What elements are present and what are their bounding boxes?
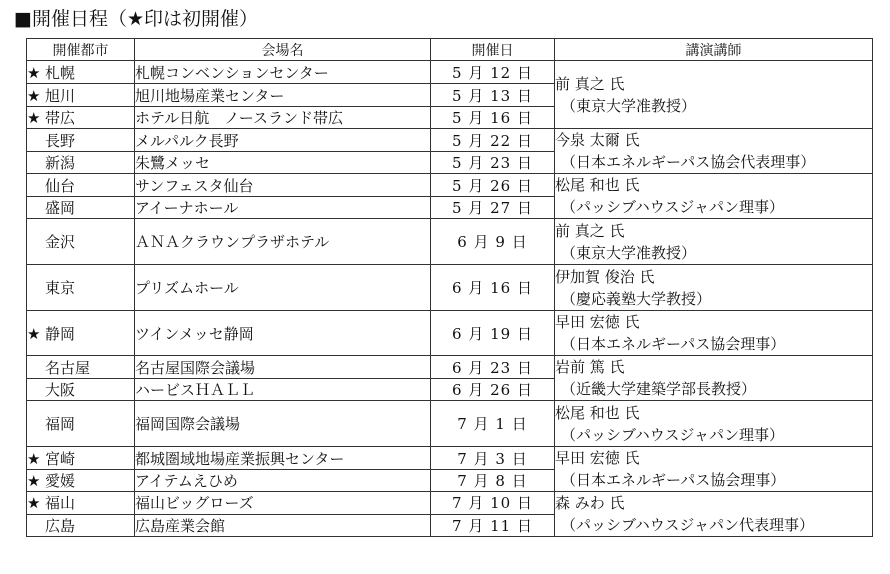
lecturer-name: 今泉 太爾 氏 <box>555 131 640 149</box>
city-name: 新潟 <box>45 154 76 172</box>
lecturer-cell <box>555 219 873 265</box>
city-name: 大阪 <box>45 381 76 399</box>
city-name: 東京 <box>45 279 76 297</box>
lecturer-name: 松尾 和也 氏 <box>555 403 640 422</box>
city-name: 旭川 <box>45 86 76 105</box>
city-cell <box>27 379 135 401</box>
table-row <box>27 129 873 152</box>
city-name: 金沢 <box>45 233 76 251</box>
city-name: 名古屋 <box>45 358 91 377</box>
city-name: 帯広 <box>45 109 76 127</box>
venue-cell: 朱鷺メッセ <box>135 152 431 174</box>
schedule-table <box>26 38 873 537</box>
venue-cell: ＡＮＡクラウンプラザホテル <box>135 219 431 265</box>
header-row <box>27 39 873 61</box>
table-row <box>27 174 873 197</box>
city-name: 愛媛 <box>45 472 76 490</box>
venue-cell: 札幌コンベンションセンター <box>135 61 431 84</box>
venue-cell: ハービスＨＡＬＬ <box>135 379 431 401</box>
city-cell <box>27 129 135 152</box>
lecturer-name: 前 真之 氏 <box>555 74 625 93</box>
lecturer-name: 早田 宏徳 氏 <box>555 313 640 331</box>
table-row <box>27 219 873 265</box>
lecturer-affiliation: （近畿大学建築学部長教授） <box>561 380 757 398</box>
city-cell <box>27 197 135 219</box>
lecturer-affiliation: （慶応義塾大学教授） <box>561 289 712 308</box>
city-cell: ★ 宮崎 <box>27 447 135 470</box>
table-row <box>27 447 873 470</box>
lecturer-affiliation: （パッシブハウスジャパン理事） <box>561 425 785 444</box>
header-lecturer: 講演講師 <box>555 39 873 61</box>
table-row <box>27 401 873 447</box>
date-cell: 7 月 10 日 <box>431 492 555 515</box>
city-name: 盛岡 <box>45 199 76 217</box>
city-cell <box>27 514 135 537</box>
city-cell: ★ 静岡 <box>27 311 135 356</box>
date-cell: 7 月 1 日 <box>431 401 555 447</box>
date-cell: 7 月 8 日 <box>431 470 555 492</box>
date-cell: 5 月 12 日 <box>431 61 555 84</box>
venue-cell: アイーナホール <box>135 197 431 219</box>
city-cell <box>27 219 135 265</box>
venue-cell: 広島産業会館 <box>135 514 431 537</box>
lecturer-affiliation: （日本エネルギーパス協会理事） <box>561 335 786 353</box>
date-cell: 5 月 16 日 <box>431 107 555 129</box>
lecturer-cell <box>555 174 873 219</box>
lecturer-name: 前 真之 氏 <box>555 221 625 240</box>
lecturer-cell <box>555 356 873 401</box>
city-name: 札幌 <box>45 63 76 82</box>
venue-cell: ホテル日航 ノースランド帯広 <box>135 107 431 129</box>
lecturer-name: 早田 宏徳 氏 <box>555 449 640 467</box>
table-row <box>27 311 873 356</box>
lecturer-affiliation: （パッシブハウスジャパン代表理事） <box>561 516 815 534</box>
lecturer-cell <box>555 61 873 129</box>
date-cell: 6 月 9 日 <box>431 219 555 265</box>
venue-cell: 福山ビッグローズ <box>135 492 431 515</box>
lecturer-affiliation: （東京大学准教授） <box>561 96 697 115</box>
city-cell <box>27 174 135 197</box>
lecturer-name: 松尾 和也 氏 <box>555 176 640 194</box>
city-name: 福山 <box>45 494 76 513</box>
venue-cell: メルパルク長野 <box>135 129 431 152</box>
date-cell: 6 月 19 日 <box>431 311 555 356</box>
date-cell: 6 月 16 日 <box>431 265 555 311</box>
city-cell: ★ 札幌 <box>27 61 135 84</box>
city-name: 宮崎 <box>45 449 76 468</box>
date-cell: 7 月 11 日 <box>431 514 555 537</box>
venue-cell: 旭川地場産業センター <box>135 84 431 107</box>
date-cell: 5 月 23 日 <box>431 152 555 174</box>
date-cell: 6 月 26 日 <box>431 379 555 401</box>
header-date: 開催日 <box>431 39 555 61</box>
table-row <box>27 265 873 311</box>
city-name: 福岡 <box>45 415 76 433</box>
city-cell <box>27 265 135 311</box>
date-cell: 5 月 13 日 <box>431 84 555 107</box>
city-cell <box>27 152 135 174</box>
date-cell: 7 月 3 日 <box>431 447 555 470</box>
schedule-title: ■開催日程（★印は初開催） <box>14 8 258 30</box>
lecturer-name: 岩前 篤 氏 <box>555 358 625 376</box>
venue-cell: 福岡国際会議場 <box>135 401 431 447</box>
lecturer-cell <box>555 311 873 356</box>
lecturer-affiliation: （パッシブハウスジャパン理事） <box>561 198 785 216</box>
lecturer-name: 伊加賀 俊治 氏 <box>555 267 655 286</box>
city-name: 静岡 <box>45 324 76 343</box>
city-name: 長野 <box>45 131 76 150</box>
date-cell: 5 月 26 日 <box>431 174 555 197</box>
lecturer-affiliation: （日本エネルギーパス協会理事） <box>561 471 786 489</box>
lecturer-cell <box>555 401 873 447</box>
city-cell <box>27 401 135 447</box>
city-cell: ★ 福山 <box>27 492 135 515</box>
city-cell: ★ 帯広 <box>27 107 135 129</box>
table-row <box>27 492 873 515</box>
header-venue: 会場名 <box>135 39 431 61</box>
date-cell: 5 月 27 日 <box>431 197 555 219</box>
venue-cell: 名古屋国際会議場 <box>135 356 431 379</box>
date-cell: 5 月 22 日 <box>431 129 555 152</box>
lecturer-cell <box>555 447 873 492</box>
table-row <box>27 61 873 84</box>
lecturer-affiliation: （日本エネルギーパス協会代表理事） <box>561 153 816 171</box>
city-name: 仙台 <box>45 176 76 195</box>
table-row <box>27 356 873 379</box>
lecturer-cell <box>555 265 873 311</box>
city-cell: ★ 愛媛 <box>27 470 135 492</box>
date-cell: 6 月 23 日 <box>431 356 555 379</box>
venue-cell: プリズムホール <box>135 265 431 311</box>
lecturer-cell <box>555 129 873 174</box>
venue-cell: ツインメッセ静岡 <box>135 311 431 356</box>
venue-cell: アイテムえひめ <box>135 470 431 492</box>
header-city: 開催都市 <box>27 39 135 61</box>
city-cell <box>27 356 135 379</box>
venue-cell: サンフェスタ仙台 <box>135 174 431 197</box>
lecturer-affiliation: （東京大学准教授） <box>561 243 697 262</box>
venue-cell: 都城圏域地場産業振興センター <box>135 447 431 470</box>
lecturer-cell <box>555 492 873 537</box>
lecturer-name: 森 みわ 氏 <box>555 494 625 512</box>
city-cell: ★ 旭川 <box>27 84 135 107</box>
city-name: 広島 <box>45 516 76 535</box>
